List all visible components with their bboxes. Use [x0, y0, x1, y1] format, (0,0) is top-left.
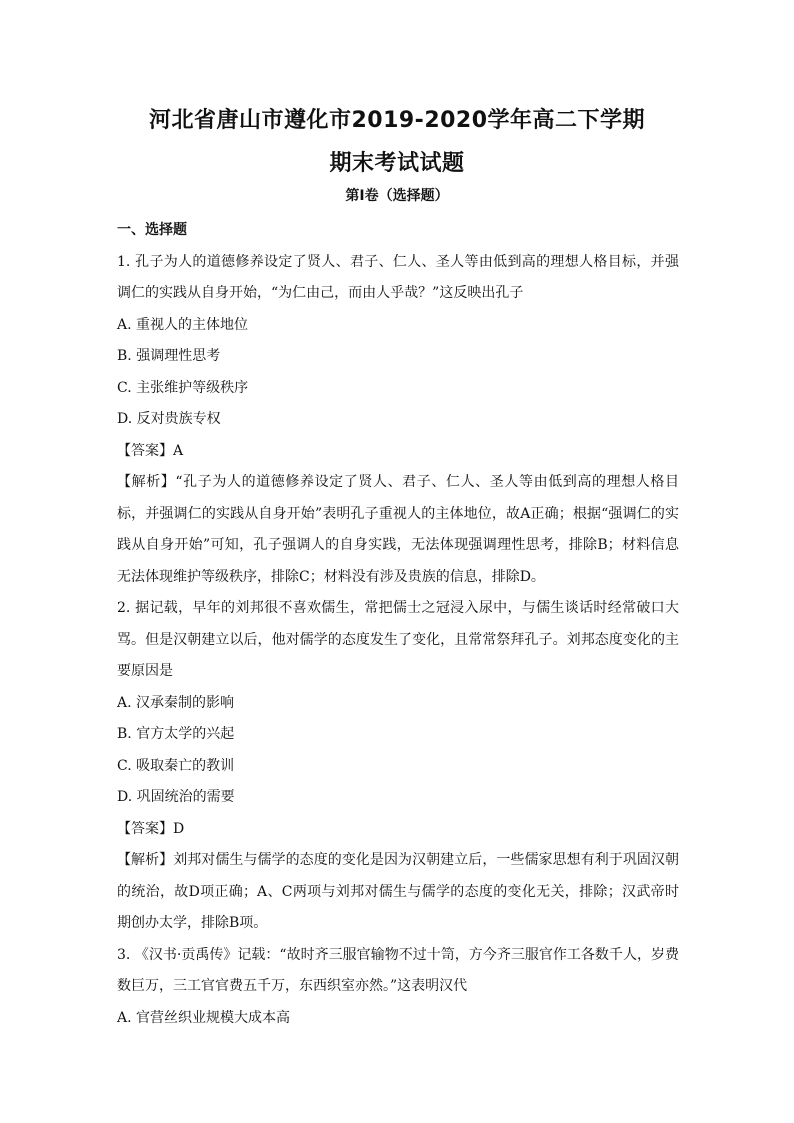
question-2-answer: 【答案】D	[117, 820, 185, 837]
document-subtitle: 期末考试试题	[329, 151, 465, 176]
question-2-analysis: 【解析】刘邦对儒生与儒学的态度的变化是因为汉朝建立后，一些儒家思想有利于巩固汉朝的统治，故D项正确；A、C两项与刘邦对儒生与儒学的态度的变化无关，排除；汉武帝时期创办太学，排除B项。	[117, 852, 679, 931]
question-1-option-c: C. 主张维护等级秩序	[117, 379, 249, 396]
question-1-answer: 【答案】A	[117, 442, 184, 459]
question-1-option-d: D. 反对贵族专权	[117, 411, 221, 427]
question-1-analysis: 【解析】“孔子为人的道德修养设定了贤人、君子、仁人、圣人等由低到高的理想人格目标，并强调仁的实践从自身开始”表明孔子重视人的主体地位，故A正确；根据“强调仁的实践从自身开始”可知，孔子强调人的自身实践，无法体现强调理性思考，排除B；材料信息无法体现维护等级秩序，排除C；材料没有涉及贵族的信息，排除D。	[117, 474, 679, 585]
document-body	[117, 215, 679, 1034]
question-3-stem: 3. 《汉书·贡禹传》记载：“故时齐三服官输物不过十笥，方今齐三服官作工各数千人，岁费数巨万，三工官官费五千万，东西织室亦然。”这表明汉代	[117, 946, 679, 994]
document-title: 河北省唐山市遵化市2019-2020学年高二下学期	[148, 108, 646, 133]
question-3-option-a: A. 官营丝织业规模大成本高	[117, 1009, 291, 1026]
question-1-stem: 1. 孔子为人的道德修养设定了贤人、君子、仁人、圣人等由低到高的理想人格目标，并强调仁的实践从自身开始，“为仁由己，而由人乎哉？”这反映出孔子	[117, 253, 679, 301]
part-title: 一、选择题	[117, 222, 187, 238]
section-title: 第Ⅰ卷（选择题）	[345, 188, 449, 204]
question-1-option-a: A. 重视人的主体地位	[117, 316, 249, 333]
question-1-option-b: B. 强调理性思考	[117, 348, 221, 364]
question-2-option-c: C. 吸取秦亡的教训	[117, 757, 235, 774]
question-2-option-a: A. 汉承秦制的影响	[117, 694, 235, 711]
question-2-option-d: D. 巩固统治的需要	[117, 789, 235, 805]
question-2-option-b: B. 官方太学的兴起	[117, 726, 235, 742]
question-2-stem: 2. 据记载，早年的刘邦很不喜欢儒生，常把儒士之冠浸入尿中，与儒生谈话时经常破口大骂。但是汉朝建立以后，他对儒学的态度发生了变化，且常常祭拜孔子。刘邦态度变化的主要原因是	[117, 600, 679, 679]
